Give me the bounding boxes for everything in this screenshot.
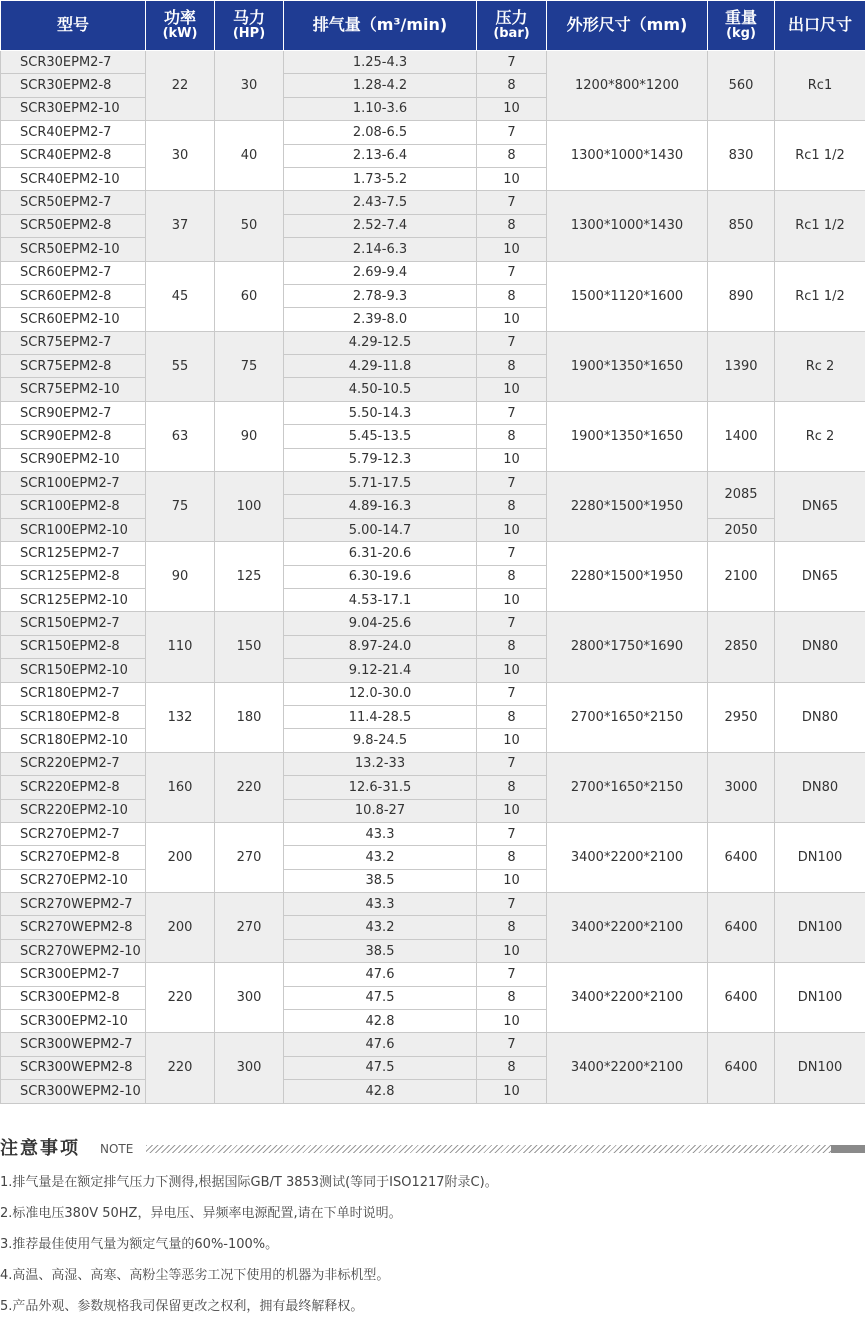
power-cell: 220 <box>146 1033 215 1103</box>
model-cell: SCR300WEPM2-7 <box>1 1033 146 1056</box>
horsepower-cell: 60 <box>215 261 284 331</box>
weight-cell: 2100 <box>708 542 775 612</box>
model-group <box>1 893 865 963</box>
flow-cell: 5.71-17.5 <box>284 472 477 495</box>
dimensions-cell: 1200*800*1200 <box>547 51 708 121</box>
pressure-cell: 8 <box>477 425 547 448</box>
flow-cell: 42.8 <box>284 1080 477 1103</box>
model-group <box>1 191 865 261</box>
model-group <box>1 472 865 542</box>
power-cell: 220 <box>146 963 215 1033</box>
pressure-cell: 10 <box>477 1080 547 1103</box>
weight-cell: 2850 <box>708 612 775 682</box>
model-group <box>1 401 865 471</box>
model-cell: SCR180EPM2-8 <box>1 705 146 728</box>
model-cell: SCR270WEPM2-8 <box>1 916 146 939</box>
horsepower-cell: 100 <box>215 472 284 542</box>
model-cell: SCR270WEPM2-10 <box>1 939 146 962</box>
model-cell: SCR50EPM2-7 <box>1 191 146 214</box>
pressure-cell: 10 <box>477 448 547 471</box>
horsepower-cell: 300 <box>215 963 284 1033</box>
pressure-cell: 7 <box>477 331 547 354</box>
weight-cell: 2085 <box>708 472 775 519</box>
header-flow: 排气量（m³/min) <box>284 1 477 51</box>
note-item: 2.标准电压380V 50HZ，异电压、异频率电源配置,请在下单时说明。 <box>0 1206 402 1221</box>
flow-cell: 5.00-14.7 <box>284 518 477 541</box>
weight-cell: 2050 <box>708 518 775 541</box>
pressure-cell: 10 <box>477 799 547 822</box>
dimensions-cell: 3400*2200*2100 <box>547 893 708 963</box>
table-row <box>1 261 865 284</box>
model-cell: SCR300WEPM2-10 <box>1 1080 146 1103</box>
flow-cell: 9.8-24.5 <box>284 729 477 752</box>
power-cell: 90 <box>146 542 215 612</box>
outlet-cell: Rc1 1/2 <box>775 191 865 261</box>
flow-cell: 2.69-9.4 <box>284 261 477 284</box>
power-cell: 37 <box>146 191 215 261</box>
note-item: 4.高温、高湿、高寒、高粉尘等恶劣工况下使用的机器为非标机型。 <box>0 1268 390 1283</box>
pressure-cell: 8 <box>477 565 547 588</box>
pressure-cell: 7 <box>477 472 547 495</box>
model-cell: SCR220EPM2-10 <box>1 799 146 822</box>
model-cell: SCR60EPM2-8 <box>1 284 146 307</box>
pressure-cell: 8 <box>477 705 547 728</box>
model-cell: SCR40EPM2-10 <box>1 167 146 190</box>
flow-cell: 10.8-27 <box>284 799 477 822</box>
table-row <box>1 518 865 541</box>
outlet-cell: DN80 <box>775 752 865 822</box>
table-row <box>1 1033 865 1056</box>
horsepower-cell: 150 <box>215 612 284 682</box>
outlet-cell: DN100 <box>775 963 865 1033</box>
model-cell: SCR125EPM2-8 <box>1 565 146 588</box>
pressure-cell: 8 <box>477 74 547 97</box>
header-outlet: 出口尺寸 <box>775 1 865 51</box>
model-cell: SCR270EPM2-7 <box>1 822 146 845</box>
model-cell: SCR60EPM2-7 <box>1 261 146 284</box>
weight-cell: 6400 <box>708 822 775 892</box>
flow-cell: 8.97-24.0 <box>284 635 477 658</box>
dimensions-cell: 2800*1750*1690 <box>547 612 708 682</box>
notes-bar-divider <box>831 1145 865 1153</box>
power-cell: 45 <box>146 261 215 331</box>
flow-cell: 12.0-30.0 <box>284 682 477 705</box>
table-row <box>1 612 865 635</box>
flow-cell: 2.43-7.5 <box>284 191 477 214</box>
outlet-cell: Rc1 <box>775 51 865 121</box>
table-row <box>1 542 865 565</box>
model-cell: SCR125EPM2-10 <box>1 588 146 611</box>
outlet-cell: Rc1 1/2 <box>775 261 865 331</box>
flow-cell: 43.3 <box>284 893 477 916</box>
power-cell: 200 <box>146 822 215 892</box>
pressure-cell: 8 <box>477 986 547 1009</box>
model-cell: SCR300EPM2-8 <box>1 986 146 1009</box>
pressure-cell: 10 <box>477 97 547 120</box>
power-cell: 75 <box>146 472 215 542</box>
weight-cell: 890 <box>708 261 775 331</box>
horsepower-cell: 270 <box>215 822 284 892</box>
pressure-cell: 10 <box>477 869 547 892</box>
table-row <box>1 963 865 986</box>
outlet-cell: DN100 <box>775 893 865 963</box>
horsepower-cell: 300 <box>215 1033 284 1103</box>
notes-subtitle: NOTE <box>100 1142 134 1156</box>
header-weight: 重量 (kg) <box>708 1 775 51</box>
model-cell: SCR220EPM2-7 <box>1 752 146 775</box>
flow-cell: 43.2 <box>284 846 477 869</box>
outlet-cell: DN100 <box>775 1033 865 1103</box>
pressure-cell: 8 <box>477 776 547 799</box>
flow-cell: 2.14-6.3 <box>284 238 477 261</box>
model-cell: SCR90EPM2-7 <box>1 401 146 424</box>
flow-cell: 4.29-11.8 <box>284 355 477 378</box>
model-cell: SCR50EPM2-8 <box>1 214 146 237</box>
pressure-cell: 8 <box>477 214 547 237</box>
pressure-cell: 8 <box>477 284 547 307</box>
flow-cell: 1.73-5.2 <box>284 167 477 190</box>
pressure-cell: 10 <box>477 518 547 541</box>
weight-cell: 1400 <box>708 401 775 471</box>
model-cell: SCR75EPM2-8 <box>1 355 146 378</box>
power-cell: 55 <box>146 331 215 401</box>
pressure-cell: 10 <box>477 308 547 331</box>
model-cell: SCR270EPM2-8 <box>1 846 146 869</box>
header-model: 型号 <box>1 1 146 51</box>
flow-cell: 11.4-28.5 <box>284 705 477 728</box>
pressure-cell: 10 <box>477 167 547 190</box>
model-cell: SCR180EPM2-10 <box>1 729 146 752</box>
dimensions-cell: 3400*2200*2100 <box>547 822 708 892</box>
horsepower-cell: 40 <box>215 121 284 191</box>
flow-cell: 47.6 <box>284 1033 477 1056</box>
model-cell: SCR270EPM2-10 <box>1 869 146 892</box>
power-cell: 63 <box>146 401 215 471</box>
note-item: 3.推荐最佳使用气量为额定气量的60%-100%。 <box>0 1237 279 1252</box>
pressure-cell: 8 <box>477 144 547 167</box>
flow-cell: 38.5 <box>284 869 477 892</box>
pressure-cell: 8 <box>477 355 547 378</box>
flow-cell: 43.3 <box>284 822 477 845</box>
model-group <box>1 612 865 682</box>
pressure-cell: 8 <box>477 846 547 869</box>
table-row <box>1 51 865 74</box>
model-cell: SCR270WEPM2-7 <box>1 893 146 916</box>
notes-list <box>0 1174 498 1329</box>
dimensions-cell: 1300*1000*1430 <box>547 191 708 261</box>
model-cell: SCR125EPM2-7 <box>1 542 146 565</box>
flow-cell: 4.50-10.5 <box>284 378 477 401</box>
table-row <box>1 121 865 144</box>
pressure-cell: 8 <box>477 1056 547 1079</box>
model-group <box>1 752 865 822</box>
pressure-cell: 10 <box>477 238 547 261</box>
power-cell: 30 <box>146 121 215 191</box>
model-group <box>1 331 865 401</box>
pressure-cell: 7 <box>477 401 547 424</box>
flow-cell: 43.2 <box>284 916 477 939</box>
pressure-cell: 10 <box>477 729 547 752</box>
outlet-cell: DN65 <box>775 542 865 612</box>
model-cell: SCR220EPM2-8 <box>1 776 146 799</box>
horsepower-cell: 30 <box>215 51 284 121</box>
pressure-cell: 7 <box>477 261 547 284</box>
pressure-cell: 7 <box>477 963 547 986</box>
outlet-cell: DN80 <box>775 612 865 682</box>
dimensions-cell: 2280*1500*1950 <box>547 542 708 612</box>
model-cell: SCR300EPM2-7 <box>1 963 146 986</box>
outlet-cell: DN65 <box>775 472 865 542</box>
flow-cell: 6.30-19.6 <box>284 565 477 588</box>
flow-cell: 47.5 <box>284 986 477 1009</box>
pressure-cell: 10 <box>477 939 547 962</box>
horsepower-cell: 75 <box>215 331 284 401</box>
pressure-cell: 7 <box>477 191 547 214</box>
weight-cell: 560 <box>708 51 775 121</box>
pressure-cell: 7 <box>477 822 547 845</box>
model-cell: SCR60EPM2-10 <box>1 308 146 331</box>
pressure-cell: 7 <box>477 893 547 916</box>
power-cell: 22 <box>146 51 215 121</box>
outlet-cell: Rc 2 <box>775 401 865 471</box>
weight-cell: 830 <box>708 121 775 191</box>
pressure-cell: 7 <box>477 752 547 775</box>
model-group <box>1 261 865 331</box>
header-row <box>1 1 865 51</box>
weight-cell: 6400 <box>708 893 775 963</box>
note-item: 5.产品外观、参数规格我司保留更改之权利，拥有最终解释权。 <box>0 1299 364 1314</box>
dimensions-cell: 1500*1120*1600 <box>547 261 708 331</box>
notes-header <box>0 1134 865 1164</box>
horsepower-cell: 90 <box>215 401 284 471</box>
pressure-cell: 8 <box>477 495 547 518</box>
pressure-cell: 7 <box>477 682 547 705</box>
model-group <box>1 822 865 892</box>
header-power: 功率 (kW) <box>146 1 215 51</box>
pressure-cell: 7 <box>477 542 547 565</box>
pressure-cell: 8 <box>477 916 547 939</box>
outlet-cell: DN80 <box>775 682 865 752</box>
model-cell: SCR50EPM2-10 <box>1 238 146 261</box>
flow-cell: 2.13-6.4 <box>284 144 477 167</box>
dimensions-cell: 3400*2200*2100 <box>547 963 708 1033</box>
weight-cell: 850 <box>708 191 775 261</box>
header-pressure: 压力 (bar) <box>477 1 547 51</box>
flow-cell: 2.39-8.0 <box>284 308 477 331</box>
weight-cell: 6400 <box>708 963 775 1033</box>
dimensions-cell: 1900*1350*1650 <box>547 331 708 401</box>
model-cell: SCR90EPM2-8 <box>1 425 146 448</box>
model-cell: SCR90EPM2-10 <box>1 448 146 471</box>
model-cell: SCR300WEPM2-8 <box>1 1056 146 1079</box>
horsepower-cell: 270 <box>215 893 284 963</box>
pressure-cell: 7 <box>477 51 547 74</box>
model-cell: SCR30EPM2-8 <box>1 74 146 97</box>
table-row <box>1 472 865 495</box>
header-dimensions: 外形尺寸（mm) <box>547 1 708 51</box>
dimensions-cell: 2280*1500*1950 <box>547 472 708 542</box>
weight-cell: 1390 <box>708 331 775 401</box>
weight-cell: 6400 <box>708 1033 775 1103</box>
flow-cell: 4.53-17.1 <box>284 588 477 611</box>
flow-cell: 5.50-14.3 <box>284 401 477 424</box>
model-group <box>1 682 865 752</box>
pressure-cell: 7 <box>477 121 547 144</box>
model-cell: SCR30EPM2-10 <box>1 97 146 120</box>
model-cell: SCR75EPM2-10 <box>1 378 146 401</box>
table-row <box>1 191 865 214</box>
flow-cell: 47.5 <box>284 1056 477 1079</box>
flow-cell: 38.5 <box>284 939 477 962</box>
dimensions-cell: 2700*1650*2150 <box>547 682 708 752</box>
flow-cell: 5.45-13.5 <box>284 425 477 448</box>
dimensions-cell: 2700*1650*2150 <box>547 752 708 822</box>
model-group <box>1 1033 865 1103</box>
weight-cell: 3000 <box>708 752 775 822</box>
flow-cell: 13.2-33 <box>284 752 477 775</box>
power-cell: 200 <box>146 893 215 963</box>
horsepower-cell: 220 <box>215 752 284 822</box>
outlet-cell: Rc 2 <box>775 331 865 401</box>
power-cell: 160 <box>146 752 215 822</box>
table-row <box>1 822 865 845</box>
table-row <box>1 893 865 916</box>
model-cell: SCR150EPM2-10 <box>1 659 146 682</box>
power-cell: 132 <box>146 682 215 752</box>
notes-title: 注意事项 <box>0 1138 80 1159</box>
pressure-cell: 10 <box>477 588 547 611</box>
flow-cell: 2.52-7.4 <box>284 214 477 237</box>
model-cell: SCR100EPM2-8 <box>1 495 146 518</box>
notes-hatch-divider <box>146 1145 831 1153</box>
pressure-cell: 10 <box>477 1010 547 1033</box>
flow-cell: 1.25-4.3 <box>284 51 477 74</box>
dimensions-cell: 1300*1000*1430 <box>547 121 708 191</box>
flow-cell: 2.08-6.5 <box>284 121 477 144</box>
flow-cell: 4.29-12.5 <box>284 331 477 354</box>
pressure-cell: 7 <box>477 1033 547 1056</box>
flow-cell: 1.10-3.6 <box>284 97 477 120</box>
model-cell: SCR300EPM2-10 <box>1 1010 146 1033</box>
model-group <box>1 963 865 1033</box>
header-horsepower: 马力 (HP) <box>215 1 284 51</box>
model-cell: SCR100EPM2-10 <box>1 518 146 541</box>
pressure-cell: 7 <box>477 612 547 635</box>
flow-cell: 9.04-25.6 <box>284 612 477 635</box>
notes-section <box>0 1134 865 1314</box>
flow-cell: 2.78-9.3 <box>284 284 477 307</box>
flow-cell: 9.12-21.4 <box>284 659 477 682</box>
flow-cell: 12.6-31.5 <box>284 776 477 799</box>
table-row <box>1 752 865 775</box>
pressure-cell: 10 <box>477 659 547 682</box>
note-item: 1.排气量是在额定排气压力下测得,根据国际GB/T 3853测试(等同于ISO1217附录C)。 <box>0 1175 498 1190</box>
model-cell: SCR100EPM2-7 <box>1 472 146 495</box>
pressure-cell: 10 <box>477 378 547 401</box>
model-cell: SCR30EPM2-7 <box>1 51 146 74</box>
model-cell: SCR150EPM2-7 <box>1 612 146 635</box>
model-group <box>1 121 865 191</box>
power-cell: 110 <box>146 612 215 682</box>
model-group <box>1 51 865 121</box>
model-cell: SCR180EPM2-7 <box>1 682 146 705</box>
table-row <box>1 331 865 354</box>
model-cell: SCR40EPM2-7 <box>1 121 146 144</box>
flow-cell: 5.79-12.3 <box>284 448 477 471</box>
horsepower-cell: 125 <box>215 542 284 612</box>
table-row <box>1 401 865 424</box>
model-cell: SCR150EPM2-8 <box>1 635 146 658</box>
outlet-cell: Rc1 1/2 <box>775 121 865 191</box>
flow-cell: 47.6 <box>284 963 477 986</box>
pressure-cell: 8 <box>477 635 547 658</box>
horsepower-cell: 180 <box>215 682 284 752</box>
dimensions-cell: 1900*1350*1650 <box>547 401 708 471</box>
model-cell: SCR75EPM2-7 <box>1 331 146 354</box>
horsepower-cell: 50 <box>215 191 284 261</box>
model-group <box>1 542 865 612</box>
flow-cell: 42.8 <box>284 1010 477 1033</box>
model-cell: SCR40EPM2-8 <box>1 144 146 167</box>
flow-cell: 4.89-16.3 <box>284 495 477 518</box>
flow-cell: 1.28-4.2 <box>284 74 477 97</box>
table-row <box>1 682 865 705</box>
weight-cell: 2950 <box>708 682 775 752</box>
flow-cell: 6.31-20.6 <box>284 542 477 565</box>
outlet-cell: DN100 <box>775 822 865 892</box>
dimensions-cell: 3400*2200*2100 <box>547 1033 708 1103</box>
